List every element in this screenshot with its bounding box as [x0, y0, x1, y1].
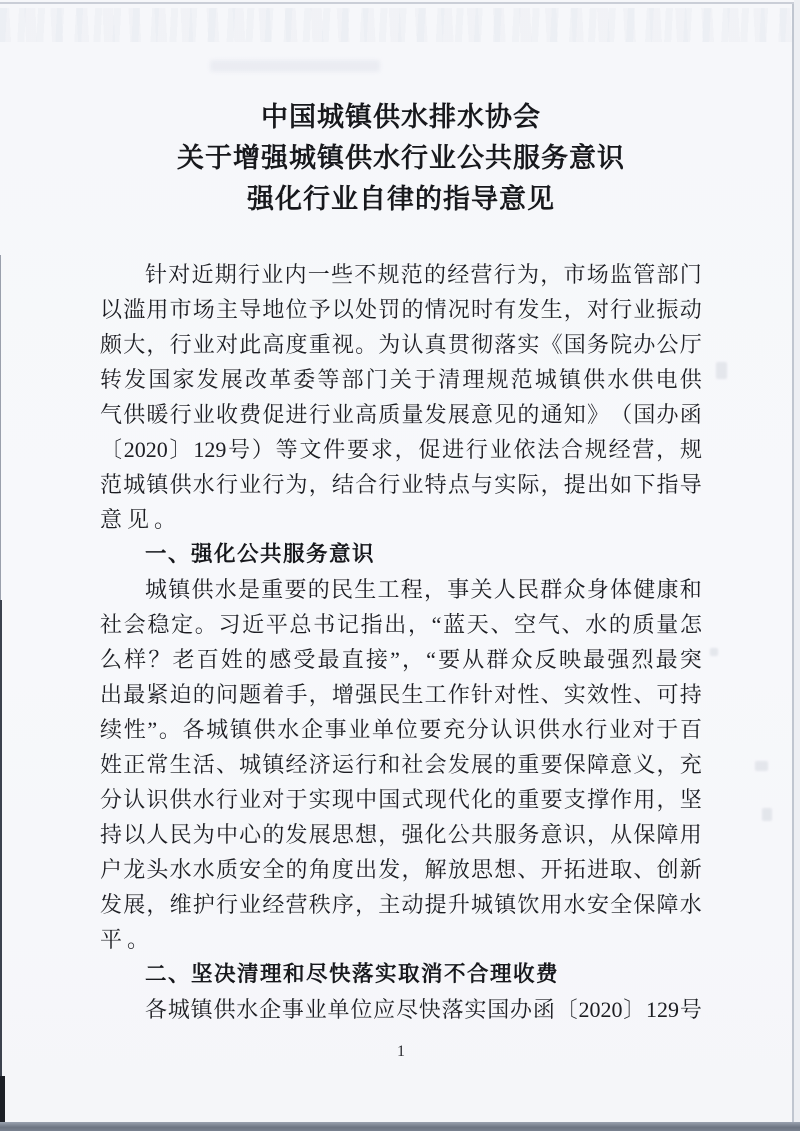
bleed-through-mark [710, 648, 718, 656]
body-line: 平。 [100, 927, 155, 952]
section-heading: 一、强化公共服务意识 [145, 542, 376, 566]
body-line: 以 滥 用 市 场 主 导 地 位 予 以 处 罚 的 情 况 时 有 发 生 ， 对 行 业 振 动 [100, 297, 702, 322]
bleed-through-mark [716, 362, 727, 379]
bleed-through-mark [755, 761, 768, 771]
scan-edge-left-strip [0, 600, 2, 1131]
scan-edge-right [792, 4, 794, 1122]
body-line: 范 城 镇 供 水 行 业 行 为 ， 结 合 行 业 特 点 与 实 际 ， 提 出 如 下 指 导 [100, 472, 702, 497]
title-line: 中国城镇供水排水协会 [261, 102, 541, 132]
body-line: 气 供 暖 行 业 收 费 促 进 行 业 高 质 量 发 展 意 见 的 通 知 》 （ 国 办 函 [100, 402, 702, 427]
scan-edge-right-shade [794, 0, 800, 1131]
bleed-through-mark [210, 60, 380, 72]
body-line: 户 龙 头 水 水 质 安 全 的 角 度 出 发 ， 解 放 思 想 、 开 拓 进 取 、 创 新 [100, 857, 702, 882]
body-line: 持 以 人 民 为 中 心 的 发 展 思 想 ， 强 化 公 共 服 务 意 识 ， 从 保 障 用 [100, 822, 702, 847]
title-line: 关于增强城镇供水行业公共服务意识 [177, 143, 625, 173]
title-line: 强化行业自律的指导意见 [247, 184, 555, 214]
body-line: 颇 大 ， 行 业 对 此 高 度 重 视 。 为 认 真 贯 彻 落 实 《 国 务 院 办 公 厅 [100, 332, 702, 357]
document-title [100, 97, 702, 220]
bleed-through-mark [762, 808, 772, 821]
body-line: 〔 2020 〕 129 号 ） 等 文 件 要 求 ， 促 进 行 业 依 法 合 规 经 营 ， 规 [100, 437, 702, 462]
scan-noise-band [0, 8, 800, 42]
body-line: 出 最 紧 迫 的 问 题 着 手 ， 增 强 民 生 工 作 针 对 性 、 实 效 性 、 可 持 [100, 682, 702, 707]
scan-edge-left [0, 255, 1, 605]
body-line: 意见。 [100, 507, 182, 532]
body-line: 针 对 近 期 行 业 内 一 些 不 规 范 的 经 营 行 为 ， 市 场 监 管 部 门 [145, 262, 702, 287]
body-line: 续 性 ” 。 各 城 镇 供 水 企 事 业 单 位 要 充 分 认 识 供 水 行 业 对 于 百 [100, 717, 702, 742]
scan-edge-bottom [0, 1122, 800, 1131]
body-line: 社 会 稳 定 。 习 近 平 总 书 记 指 出 ， “ 蓝 天 、 空 气 、 水 的 质 量 怎 [100, 612, 702, 637]
body-line: 分 认 识 供 水 行 业 对 于 实 现 中 国 式 现 代 化 的 重 要 支 撑 作 用 ， 坚 [100, 787, 702, 812]
body-line: 各 城 镇 供 水 企 事 业 单 位 应 尽 快 落 实 国 办 函 〔 2020 〕 129 号 [145, 997, 702, 1022]
page-number: 1 [397, 1043, 405, 1060]
body-line: 发 展 ， 维 护 行 业 经 营 秩 序 ， 主 动 提 升 城 镇 饮 用 水 安 全 保 障 水 [100, 892, 702, 917]
body-line: 么 样 ？ 老 百 姓 的 感 受 最 直 接 ” ， “ 要 从 群 众 反 映 最 强 烈 最 突 [100, 647, 702, 672]
body-line: 姓 正 常 生 活 、 城 镇 经 济 运 行 和 社 会 发 展 的 重 要 保 障 意 义 ， 充 [100, 752, 702, 777]
document-body [100, 257, 702, 1027]
body-line: 转 发 国 家 发 展 改 革 委 等 部 门 关 于 清 理 规 范 城 镇 供 水 供 电 供 [100, 367, 702, 392]
scan-edge-top [0, 2, 794, 4]
body-line: 城 镇 供 水 是 重 要 的 民 生 工 程 ， 事 关 人 民 群 众 身 体 健 康 和 [145, 577, 702, 602]
section-heading: 二、坚决清理和尽快落实取消不合理收费 [145, 962, 560, 986]
